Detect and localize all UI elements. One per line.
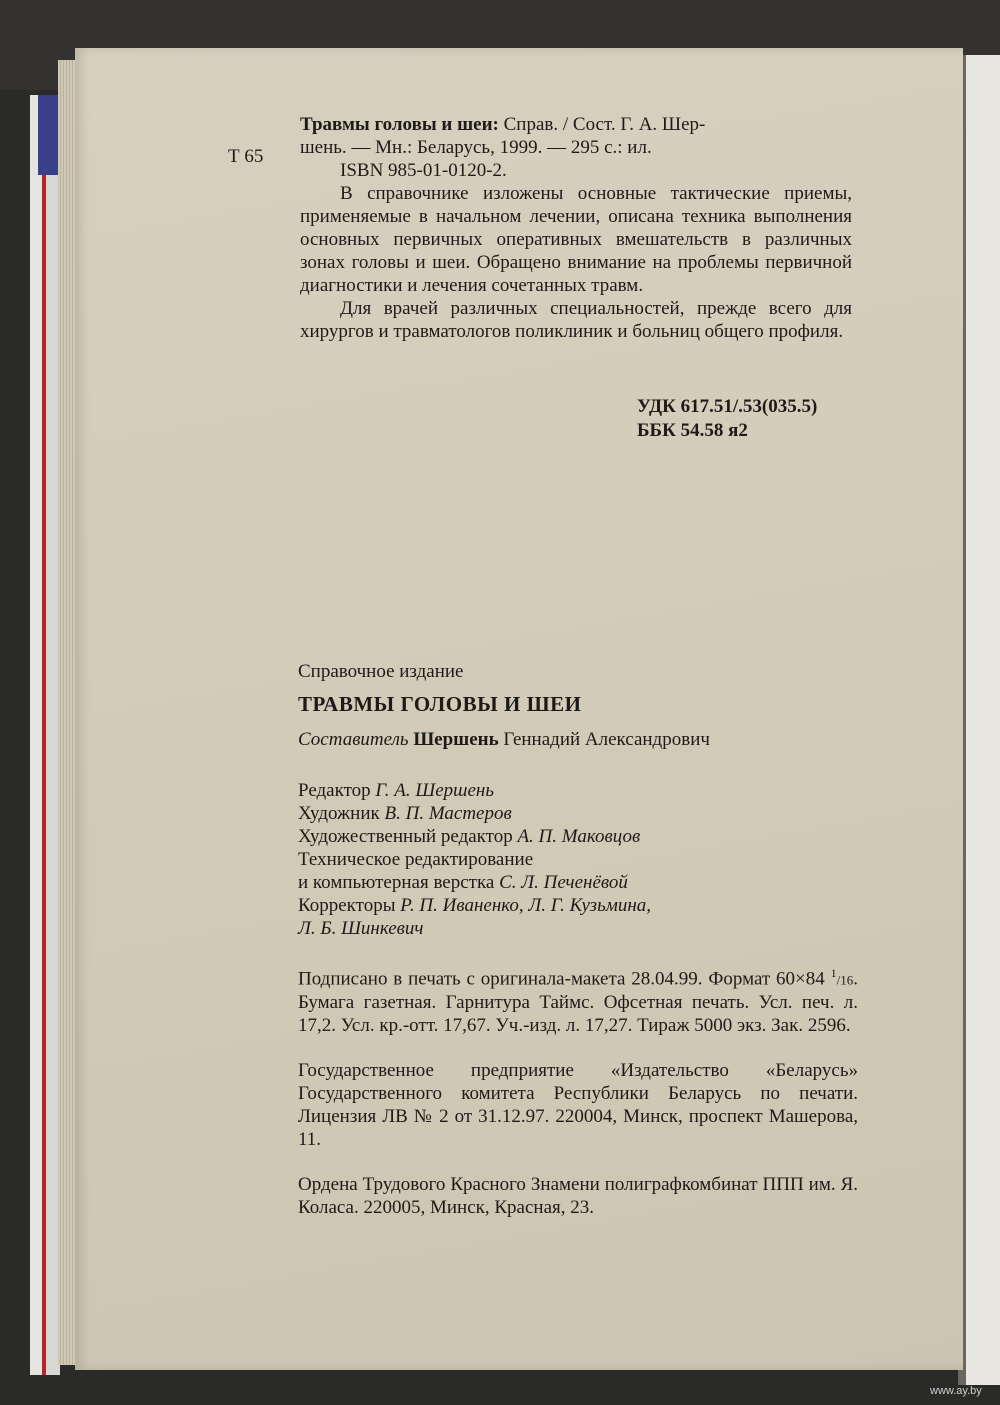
compiler-line <box>298 728 858 751</box>
bibliographic-line-2: шень. — Мн.: Беларусь, 1999. — 295 с.: ил. <box>300 137 652 158</box>
bibliographic-line-1-rest: Справ. / Сост. Г. А. Шер- <box>498 114 706 135</box>
udk-code: УДК 617.51/.53(035.5) <box>637 396 818 417</box>
edition-type: Справочное издание <box>298 661 464 682</box>
publisher-info: Государственное предприятие «Издательство «Беларусь» Государственного комитета Республики Беларусь по печати. Лицензия ЛВ № 2 от 31.12.97. 220004, Минск, проспект Машерова, 11. <box>298 1060 858 1151</box>
abstract: В справочнике изложены основные тактические приемы, применяемые в начальном лечении, описана техника выполнения основных первичных оперативных вмешательств в различных зонах головы и шеи. Обращено внимание на проблемы первичной диагностики и лечения сочетанных травм. <box>300 183 852 296</box>
art-editor-label: Художественный редактор <box>298 826 518 847</box>
tech-editing-line-1: Техническое редактирование <box>298 849 534 870</box>
book-title-bold: Травмы головы и шеи: <box>300 114 499 135</box>
format-fraction-den: /16 <box>836 972 854 988</box>
bibliographic-line-1 <box>300 113 852 136</box>
imprint-block <box>298 660 858 1219</box>
compiler-name: Геннадий Александрович <box>498 729 710 750</box>
call-number: Т 65 <box>228 146 264 167</box>
printer-info: Ордена Трудового Красного Знамени полиграфкомбинат ППП им. Я. Коласа. 220005, Минск, Красная, 23. <box>298 1174 858 1219</box>
audience: Для врачей различных специальностей, прежде всего для хирургов и травматологов поликлиник и больниц общего профиля. <box>300 298 852 342</box>
artist-line <box>298 802 858 825</box>
editor-label: Редактор <box>298 780 376 801</box>
artist-name: В. П. Мастеров <box>384 803 512 824</box>
print-details-2: . Бумага газетная. Гарнитура Таймс. Офсетная печать. Усл. печ. л. 17,2. Усл. кр.-отт. 17,67. Уч.-изд. л. 17,27. Тираж 5000 экз. Зак. 2596. <box>298 968 858 1037</box>
format-fraction-num: 1 <box>830 966 837 980</box>
isbn: ISBN 985-01-0120-2. <box>340 160 507 181</box>
proof-label: Корректоры <box>298 895 401 916</box>
proof-names-1: Р. П. Иваненко, Л. Г. Кузьмина, <box>400 895 652 916</box>
compiler-label: Составитель <box>298 729 409 750</box>
bibliographic-record <box>300 113 852 343</box>
tech-label: и компьютерная верстка <box>298 872 500 893</box>
artist-label: Художник <box>298 803 385 824</box>
compiler-surname: Шершень <box>413 729 499 750</box>
bbk-code: ББК 54.58 я2 <box>637 420 748 441</box>
proofreaders-line-2: Л. Б. Шинкевич <box>298 918 424 939</box>
facing-page <box>962 55 1000 1385</box>
imprint-title: ТРАВМЫ ГОЛОВЫ И ШЕИ <box>298 692 582 716</box>
editor-name: Г. А. Шершень <box>375 780 494 801</box>
art-editor-line <box>298 825 858 848</box>
book-cover-edge <box>30 95 60 1375</box>
print-details-1: Подписано в печать с оригинала-макета 28.04.99. Формат 60×84 <box>298 968 831 990</box>
art-editor-name: А. П. Маковцов <box>517 826 641 847</box>
tech-name: С. Л. Печенёвой <box>499 872 628 893</box>
editor-line <box>298 779 858 802</box>
watermark: www.ay.by <box>930 1385 982 1397</box>
print-details <box>298 962 858 1037</box>
proofreaders-line-1 <box>298 894 858 917</box>
classification <box>637 395 817 443</box>
tech-editing-line-2 <box>298 871 858 894</box>
